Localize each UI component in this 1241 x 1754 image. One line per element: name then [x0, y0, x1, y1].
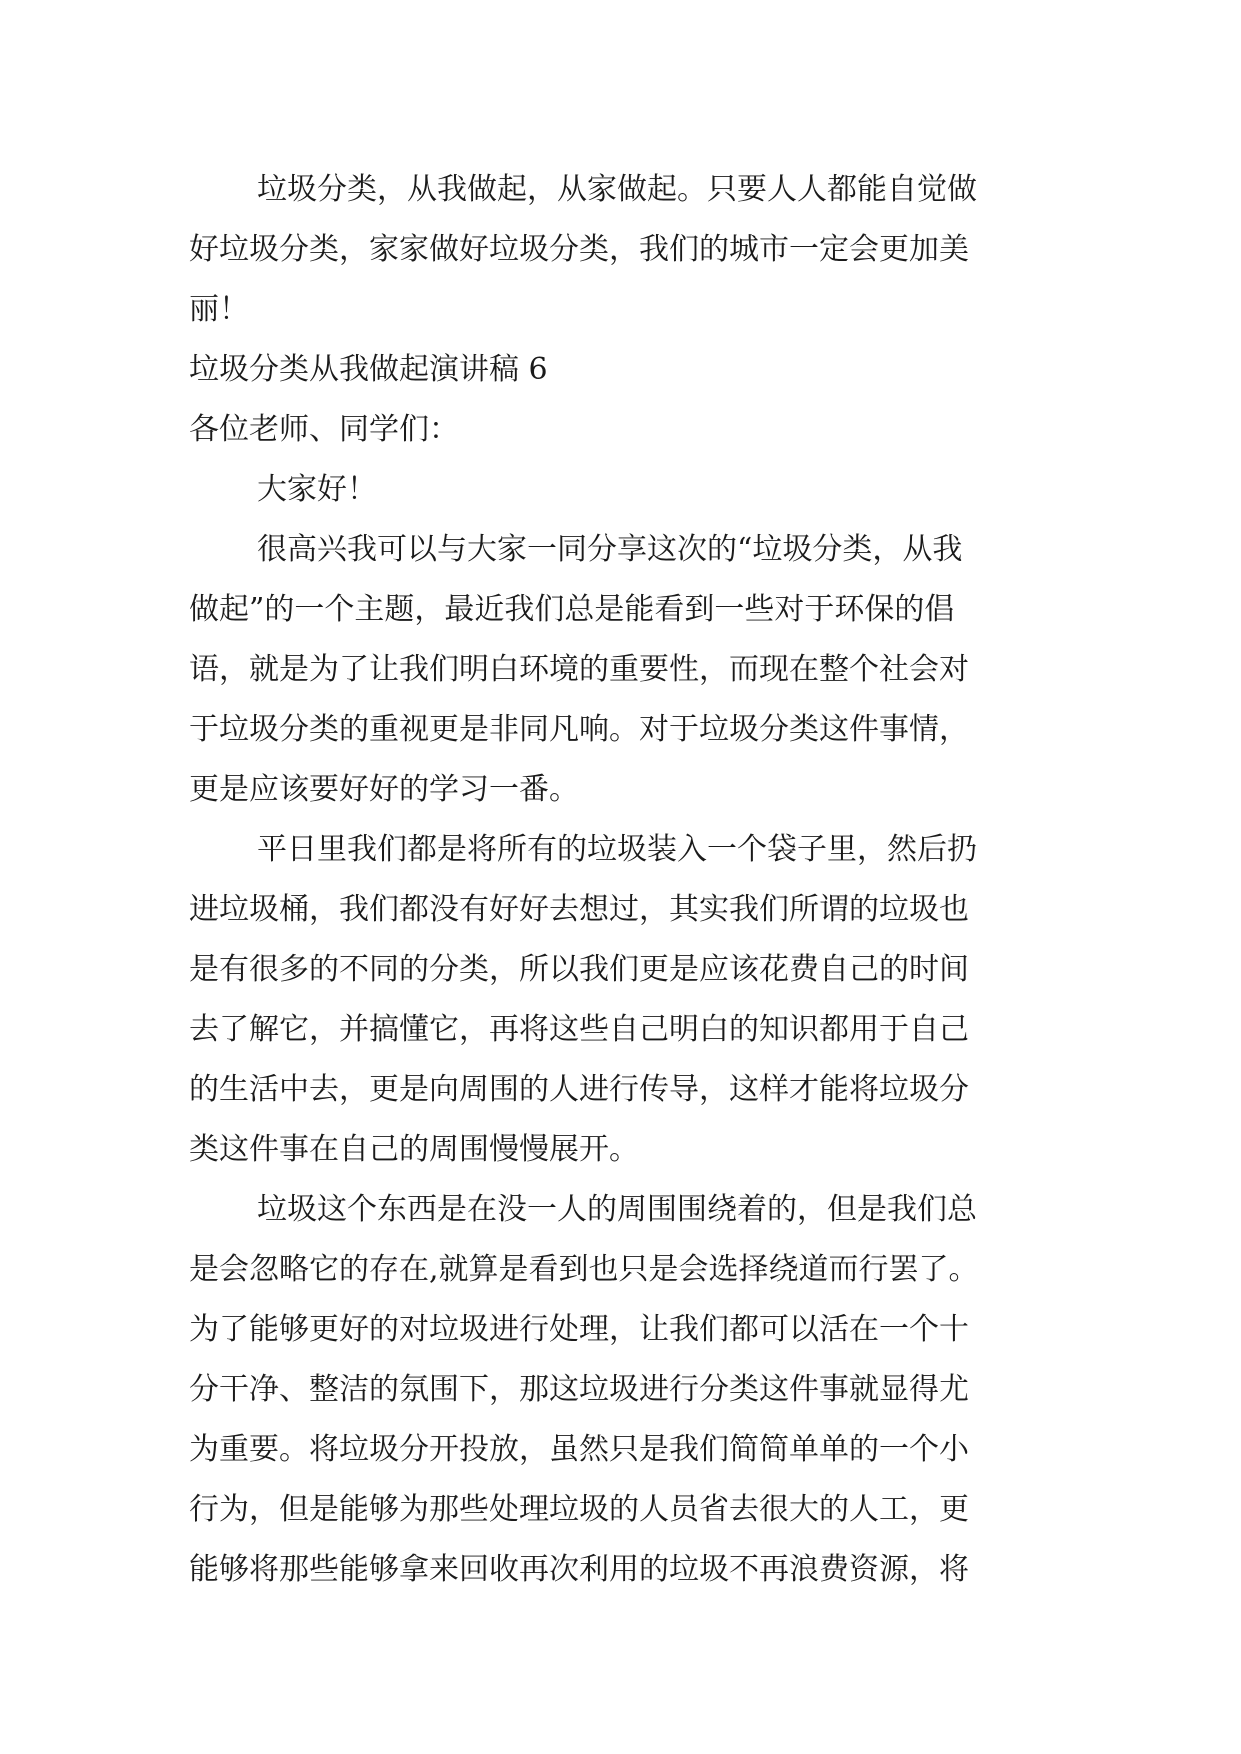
paragraph-line: 是会忽略它的存在,就算是看到也只是会选择绕道而行罢了。: [189, 1252, 979, 1287]
paragraph-line: 分干净、整洁的氛围下，那这垃圾进行分类这件事就显得尤: [189, 1372, 969, 1407]
paragraph-line: 好垃圾分类，家家做好垃圾分类，我们的城市一定会更加美: [189, 232, 969, 267]
paragraph-line: 进垃圾桶，我们都没有好好去想过，其实我们所谓的垃圾也: [189, 892, 969, 927]
section-title: 垃圾分类从我做起演讲稿 6: [189, 352, 548, 387]
paragraph-line: 为重要。将垃圾分开投放，虽然只是我们简简单单的一个小: [189, 1432, 969, 1467]
paragraph-line: 能够将那些能够拿来回收再次利用的垃圾不再浪费资源，将: [189, 1552, 969, 1587]
paragraph-line: 平日里我们都是将所有的垃圾装入一个袋子里，然后扔: [257, 832, 977, 867]
paragraph-line: 类这件事在自己的周围慢慢展开。: [189, 1132, 639, 1167]
paragraph-line: 是有很多的不同的分类，所以我们更是应该花费自己的时间: [189, 952, 969, 987]
paragraph-line: 的生活中去，更是向周围的人进行传导，这样才能将垃圾分: [189, 1072, 969, 1107]
greeting: 大家好！: [257, 472, 377, 507]
paragraph-line: 为了能够更好的对垃圾进行处理，让我们都可以活在一个十: [189, 1312, 969, 1347]
paragraph-line: 于垃圾分类的重视更是非同凡响。对于垃圾分类这件事情，: [189, 712, 969, 747]
paragraph-line: 行为，但是能够为那些处理垃圾的人员省去很大的人工，更: [189, 1492, 969, 1527]
paragraph-line: 很高兴我可以与大家一同分享这次的“垃圾分类，从我: [257, 532, 963, 567]
document-body: [189, 160, 1049, 1600]
paragraph-line: 垃圾这个东西是在没一人的周围围绕着的，但是我们总: [257, 1192, 977, 1227]
salutation: 各位老师、同学们：: [189, 412, 459, 447]
paragraph-line: 更是应该要好好的学习一番。: [189, 772, 579, 807]
paragraph-line: 丽！: [189, 292, 249, 327]
paragraph-line: 做起”的一个主题，最近我们总是能看到一些对于环保的倡: [189, 592, 955, 627]
paragraph-line: 去了解它，并搞懂它，再将这些自己明白的知识都用于自己: [189, 1012, 969, 1047]
paragraph-line: 语，就是为了让我们明白环境的重要性，而现在整个社会对: [189, 652, 969, 687]
paragraph-line: 垃圾分类，从我做起，从家做起。只要人人都能自觉做: [257, 172, 977, 207]
